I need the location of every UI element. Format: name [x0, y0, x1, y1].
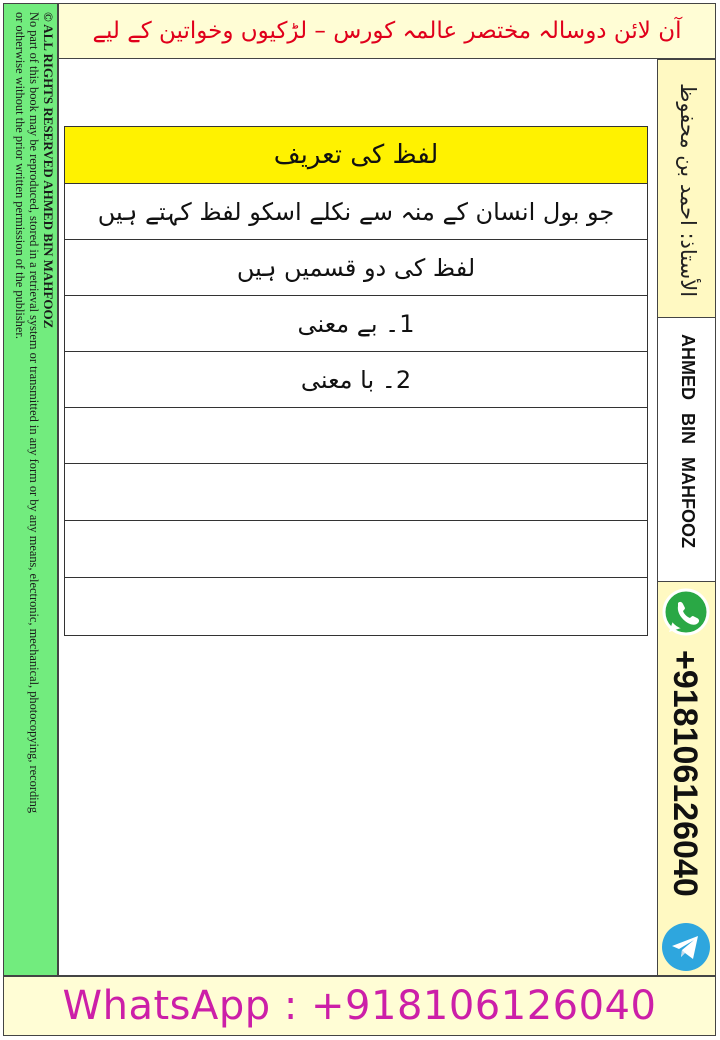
- table-row: [65, 352, 647, 408]
- copyright-text: [6, 12, 56, 972]
- table-row: [65, 579, 647, 635]
- teacher-name: الأستاذ: احمد بن محفوظ: [676, 82, 700, 298]
- definition-table: [64, 126, 648, 636]
- whatsapp-icon[interactable]: [661, 588, 711, 638]
- copyright-line-3: or otherwise without the prior written permission of the publisher.: [13, 12, 27, 339]
- table-row: [65, 296, 647, 352]
- table-title: لفظ کی تعریف: [273, 140, 439, 170]
- table-row: [65, 184, 647, 240]
- table-title-row: [65, 127, 647, 184]
- table-row: [65, 408, 647, 464]
- course-title: آن لائن دوسالہ مختصر عالمہ کورس – لڑکیوں وخواتین کے لیے: [92, 18, 682, 44]
- phone-number: +918106126040: [666, 650, 704, 897]
- row-text: 2۔ با معنی: [300, 365, 412, 394]
- row-text: جو بول انسان کے منہ سے نکلے اسکو لفظ کہتے ہیں: [97, 197, 615, 226]
- teacher-box: [658, 60, 715, 318]
- copyright-line-1: © ALL RIGHTS RESERVED AHMED BIN MAHFOOZ: [41, 12, 56, 329]
- row-text: لفظ کی دو قسمیں ہیں: [236, 253, 476, 282]
- author-box: [658, 318, 715, 582]
- table-row: [65, 240, 647, 296]
- phone-box: [658, 582, 715, 975]
- copyright-line-2: No part of this book may be reproduced, stored in a retrieval system or transmitted in any form or by any means, electronic, mechanical, photocopying, recording: [27, 12, 41, 814]
- whatsapp-contact[interactable]: WhatsApp : +918106126040: [62, 983, 657, 1029]
- copyright-strip: [3, 3, 58, 976]
- contact-sidebar: [657, 59, 716, 976]
- author-name: AHMED BIN MAHFOOZ: [678, 334, 698, 548]
- page-footer: [3, 976, 716, 1036]
- table-row: [65, 522, 647, 578]
- telegram-icon[interactable]: [661, 922, 711, 972]
- table-row: [65, 465, 647, 521]
- row-text: 1۔ بے معنی: [297, 309, 415, 338]
- page-header: [58, 3, 716, 59]
